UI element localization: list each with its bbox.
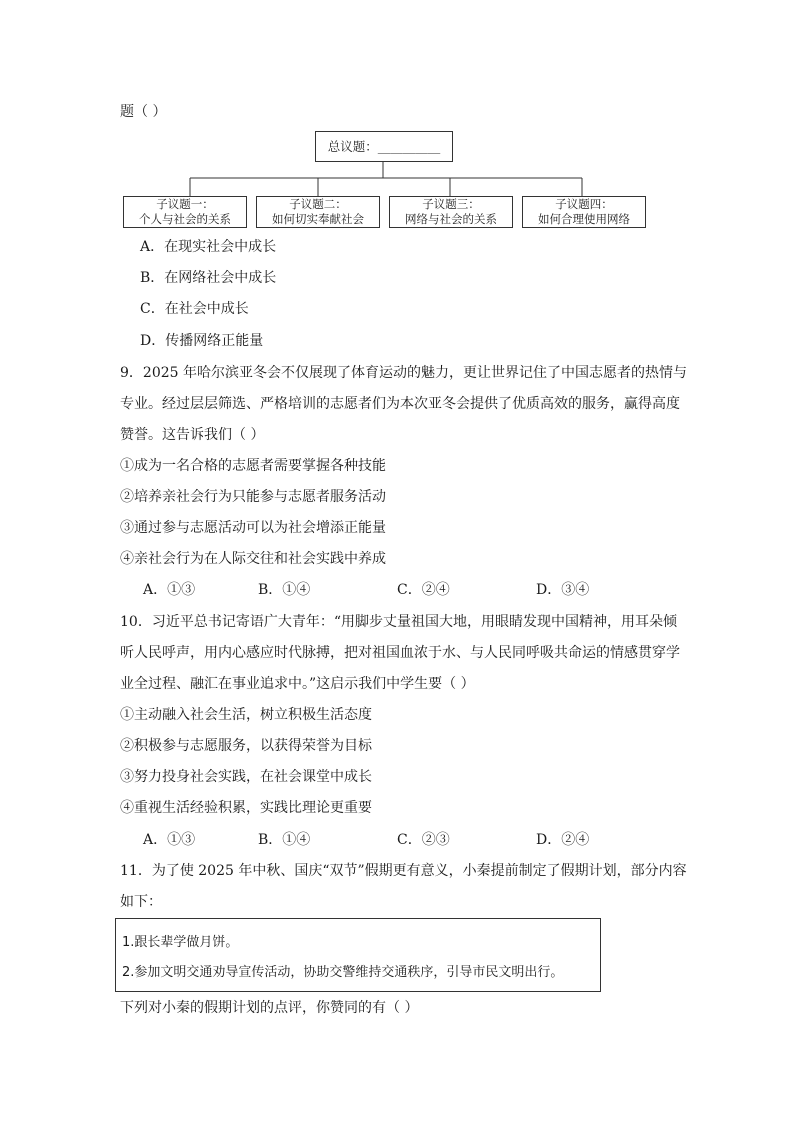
q10-item-3: ③努力投身社会实践，在社会课堂中成长 [120,769,372,785]
holiday-plan-box [115,918,601,992]
sub-topic-title: 子议题一： [156,197,214,211]
sub-topic-box-1 [123,196,247,228]
sub-topic-box-3 [389,196,513,228]
sub-topic-text: 如何合理使用网络 [538,212,630,226]
q11-stem-line-2: 如下： [120,894,162,910]
q9-item-1: ①成为一名合格的志愿者需要掌握各种技能 [120,458,386,474]
q11-question-line: 下列对小秦的假期计划的点评，你赞同的有（ ） [120,1000,419,1016]
root-topic-box [315,131,453,162]
sub-topic-box-4 [522,196,646,228]
q10-choice-c: C．②③ [397,832,450,848]
q9-choice-b: B．①④ [258,582,311,598]
sub-topic-title: 子议题三： [422,197,480,211]
q9-choice-a: A．①③ [143,582,196,598]
q9-stem-line-1: 9．2025 年哈尔滨亚冬会不仅展现了体育运动的魅力，更让世界记住了中国志愿者的热情与 [120,365,687,381]
sub-topic-box-2 [256,196,380,228]
q10-item-4: ④重视生活经验积累，实践比理论更重要 [120,800,372,816]
q10-item-2: ②积极参与志愿服务，以获得荣誉为目标 [120,738,372,754]
q10-stem-line-3: 业全过程、融汇在事业追求中。”这启示我们中学生要（ ） [120,676,475,692]
q10-stem-line-2: 听人民呼声，用内心感应时代脉搏，把对祖国血浓于水、与人民同呼吸共命运的情感贯穿学 [120,645,680,661]
q8-option-a: A．在现实社会中成长 [140,239,277,255]
sub-topic-text: 网络与社会的关系 [405,212,497,226]
q10-choice-b: B．①④ [258,832,311,848]
q9-stem-line-3: 赞誉。这告诉我们（ ） [120,427,265,443]
root-topic-label: 总议题： [327,139,378,154]
sub-topic-text: 个人与社会的关系 [139,212,231,226]
q9-item-3: ③通过参与志愿活动可以为社会增添正能量 [120,520,386,536]
plan-item-2: 2.参加文明交通劝导宣传活动，协助交警维持交通秩序，引导市民文明出行。 [122,965,564,980]
sub-topic-title: 子议题二： [289,197,347,211]
q8-option-b: B．在网络社会中成长 [140,270,277,286]
plan-item-1: 1.跟长辈学做月饼。 [122,935,239,950]
q9-choice-d: D．③④ [536,582,590,598]
q8-option-c: C．在社会中成长 [140,301,249,317]
q10-item-1: ①主动融入社会生活，树立积极生活态度 [120,707,372,723]
q9-item-4: ④亲社会行为在人际交往和社会实践中养成 [120,551,386,567]
q9-choice-c: C．②④ [397,582,450,598]
q10-choice-a: A．①③ [143,832,196,848]
topic-diagram [0,0,794,240]
q11-stem-line-1: 11．为了使 2025 年中秋、国庆“双节”假期更有意义，小秦提前制定了假期计划，部分内容 [120,863,687,879]
q9-stem-line-2: 专业。经过层层筛选、严格培训的志愿者们为本次亚冬会提供了优质高效的服务，赢得高度 [120,396,680,412]
sub-topic-text: 如何切实奉献社会 [272,212,364,226]
question-8-tail: 题（ ） [120,104,167,120]
q10-choice-d: D．②④ [536,832,590,848]
sub-topic-title: 子议题四： [555,197,613,211]
q10-stem-line-1: 10．习近平总书记寄语广大青年：“用脚步丈量祖国大地，用眼睛发现中国精神，用耳朵倾 [120,614,677,630]
root-topic-blank: __________ [377,139,441,154]
q9-item-2: ②培养亲社会行为只能参与志愿者服务活动 [120,489,386,505]
q8-option-d: D．传播网络正能量 [140,333,264,349]
